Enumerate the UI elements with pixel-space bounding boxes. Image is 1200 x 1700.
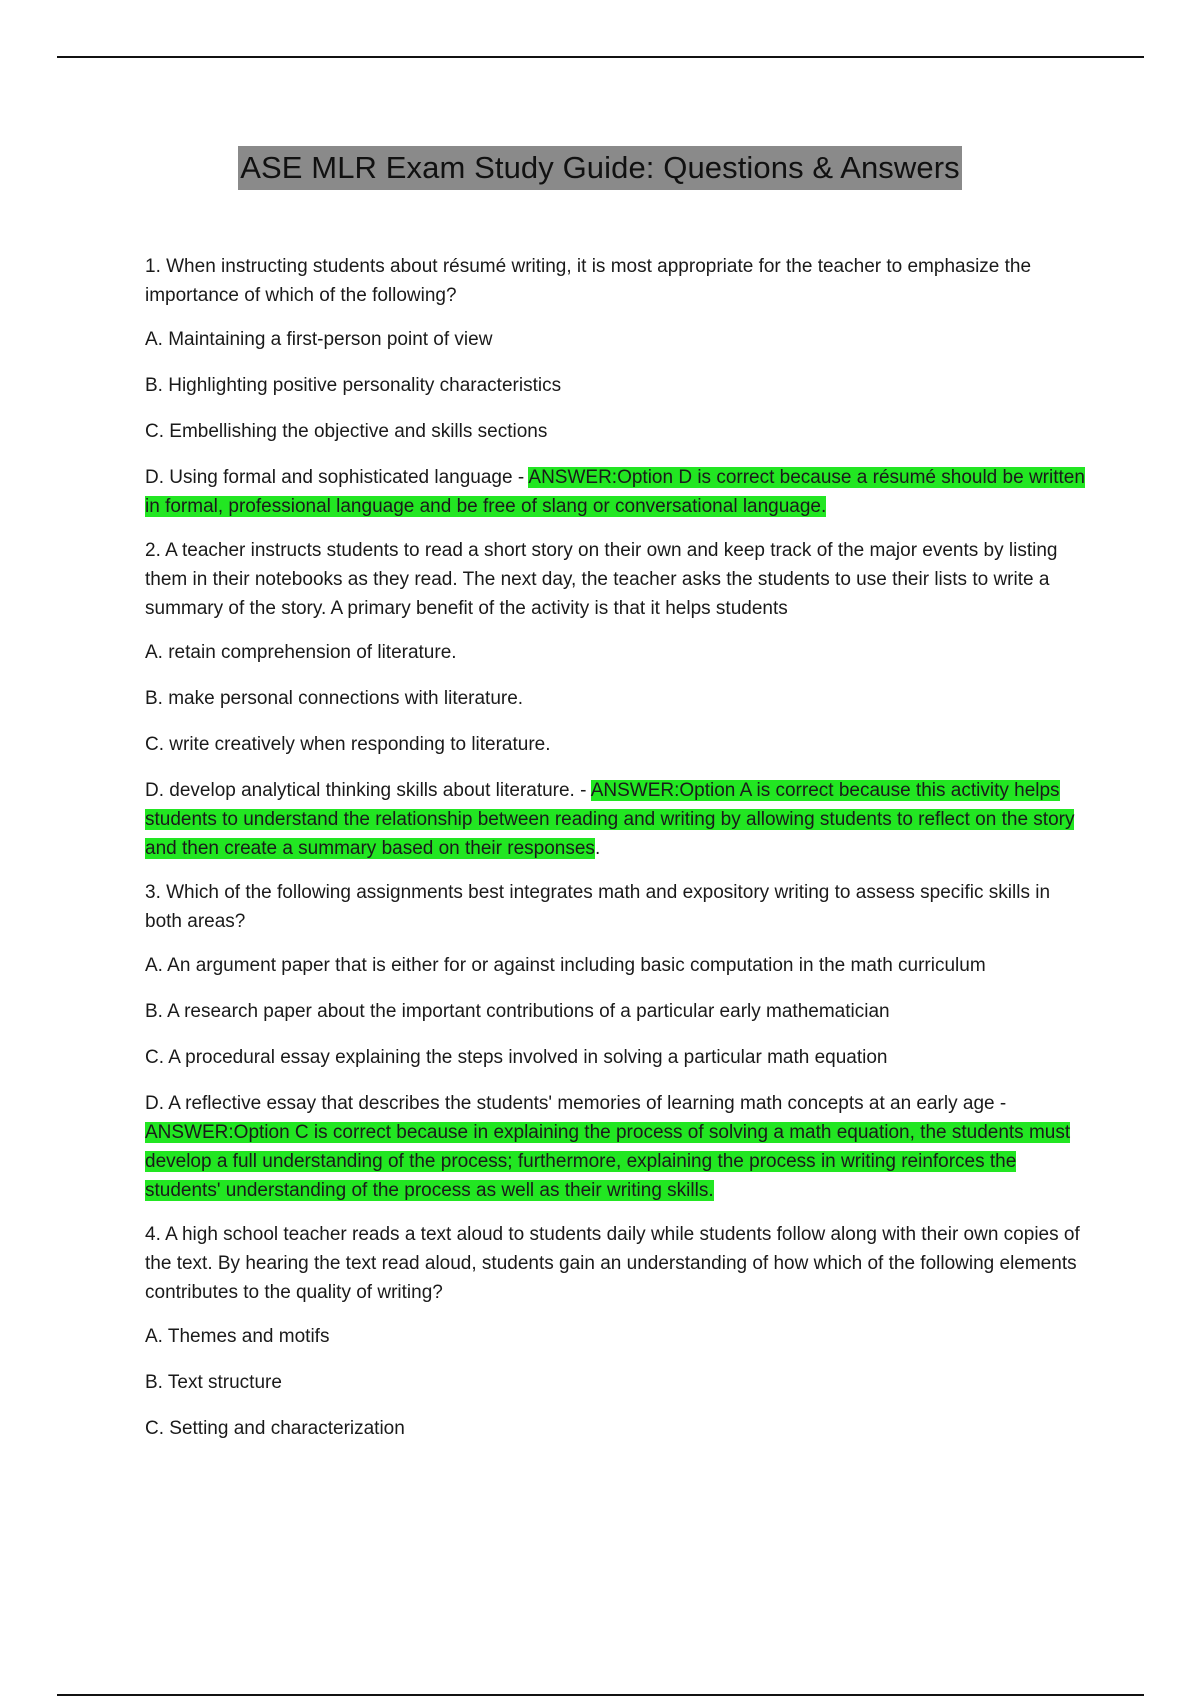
option-b: B. Highlighting positive personality characteristics [145, 375, 562, 396]
question-block [145, 252, 1085, 521]
option-d: D. develop analytical thinking skills about literature. - [145, 780, 591, 801]
option-b: B. A research paper about the important contributions of a particular early mathematician [145, 1001, 890, 1022]
top-rule [57, 56, 1144, 58]
page-title: ASE MLR Exam Study Guide: Questions & Answers [238, 146, 962, 190]
option-a: A. Maintaining a first-person point of view [145, 329, 493, 350]
option-c: C. Setting and characterization [145, 1418, 405, 1439]
question-text: 4. A high school teacher reads a text aloud to students daily while students follow along with their own copies of the text. By hearing the text read aloud, students gain an understanding of how which of the following elements contributes to the quality of writing? [145, 1224, 1080, 1303]
answer-highlight: ANSWER:Option C is correct because in explaining the process of solving a math equation, the students must develop a full understanding of the process; furthermore, explaining the process in writing reinforces the students' understanding of the process as well as their writing skills. [145, 1122, 1071, 1201]
option-c: C. Embellishing the objective and skills sections [145, 421, 548, 442]
option-d: D. A reflective essay that describes the students' memories of learning math concepts at an early age - [145, 1093, 1007, 1114]
option-c: C. A procedural essay explaining the steps involved in solving a particular math equation [145, 1047, 888, 1068]
option-d-with-answer [145, 463, 1085, 521]
title-block [0, 146, 1200, 190]
question-text: 1. When instructing students about résumé writing, it is most appropriate for the teacher to emphasize the importance of which of the following? [145, 256, 1032, 306]
document-body [145, 252, 1085, 1460]
question-text: 3. Which of the following assignments best integrates math and expository writing to assess specific skills in both areas? [145, 882, 1051, 932]
answer-trailing: . [594, 838, 601, 859]
option-a: A. Themes and motifs [145, 1326, 330, 1347]
option-a: A. An argument paper that is either for or against including basic computation in the math curriculum [145, 955, 986, 976]
option-b: B. make personal connections with literature. [145, 688, 524, 709]
option-d: D. Using formal and sophisticated language - [145, 467, 529, 488]
question-block [145, 1220, 1085, 1443]
option-a: A. retain comprehension of literature. [145, 642, 457, 663]
question-text: 2. A teacher instructs students to read a short story on their own and keep track of the major events by listing them in their notebooks as they read. The next day, the teacher asks the students to use their lists to write a summary of the story. A primary benefit of the activity is that it helps students [145, 540, 1058, 619]
option-b: B. Text structure [145, 1372, 282, 1393]
option-c: C. write creatively when responding to literature. [145, 734, 551, 755]
bottom-rule [57, 1694, 1144, 1696]
option-d-with-answer [145, 1089, 1085, 1205]
option-d-with-answer [145, 776, 1085, 863]
question-block [145, 878, 1085, 1205]
answer-highlight: ANSWER:Option D is correct because a résumé should be written in formal, professional language and be free of slang or conversational language. [145, 467, 1085, 517]
answer-highlight: ANSWER:Option A is correct because this activity helps students to understand the relationship between reading and writing by allowing students to reflect on the story and then create a summary based on their responses [145, 780, 1075, 859]
question-block [145, 536, 1085, 863]
